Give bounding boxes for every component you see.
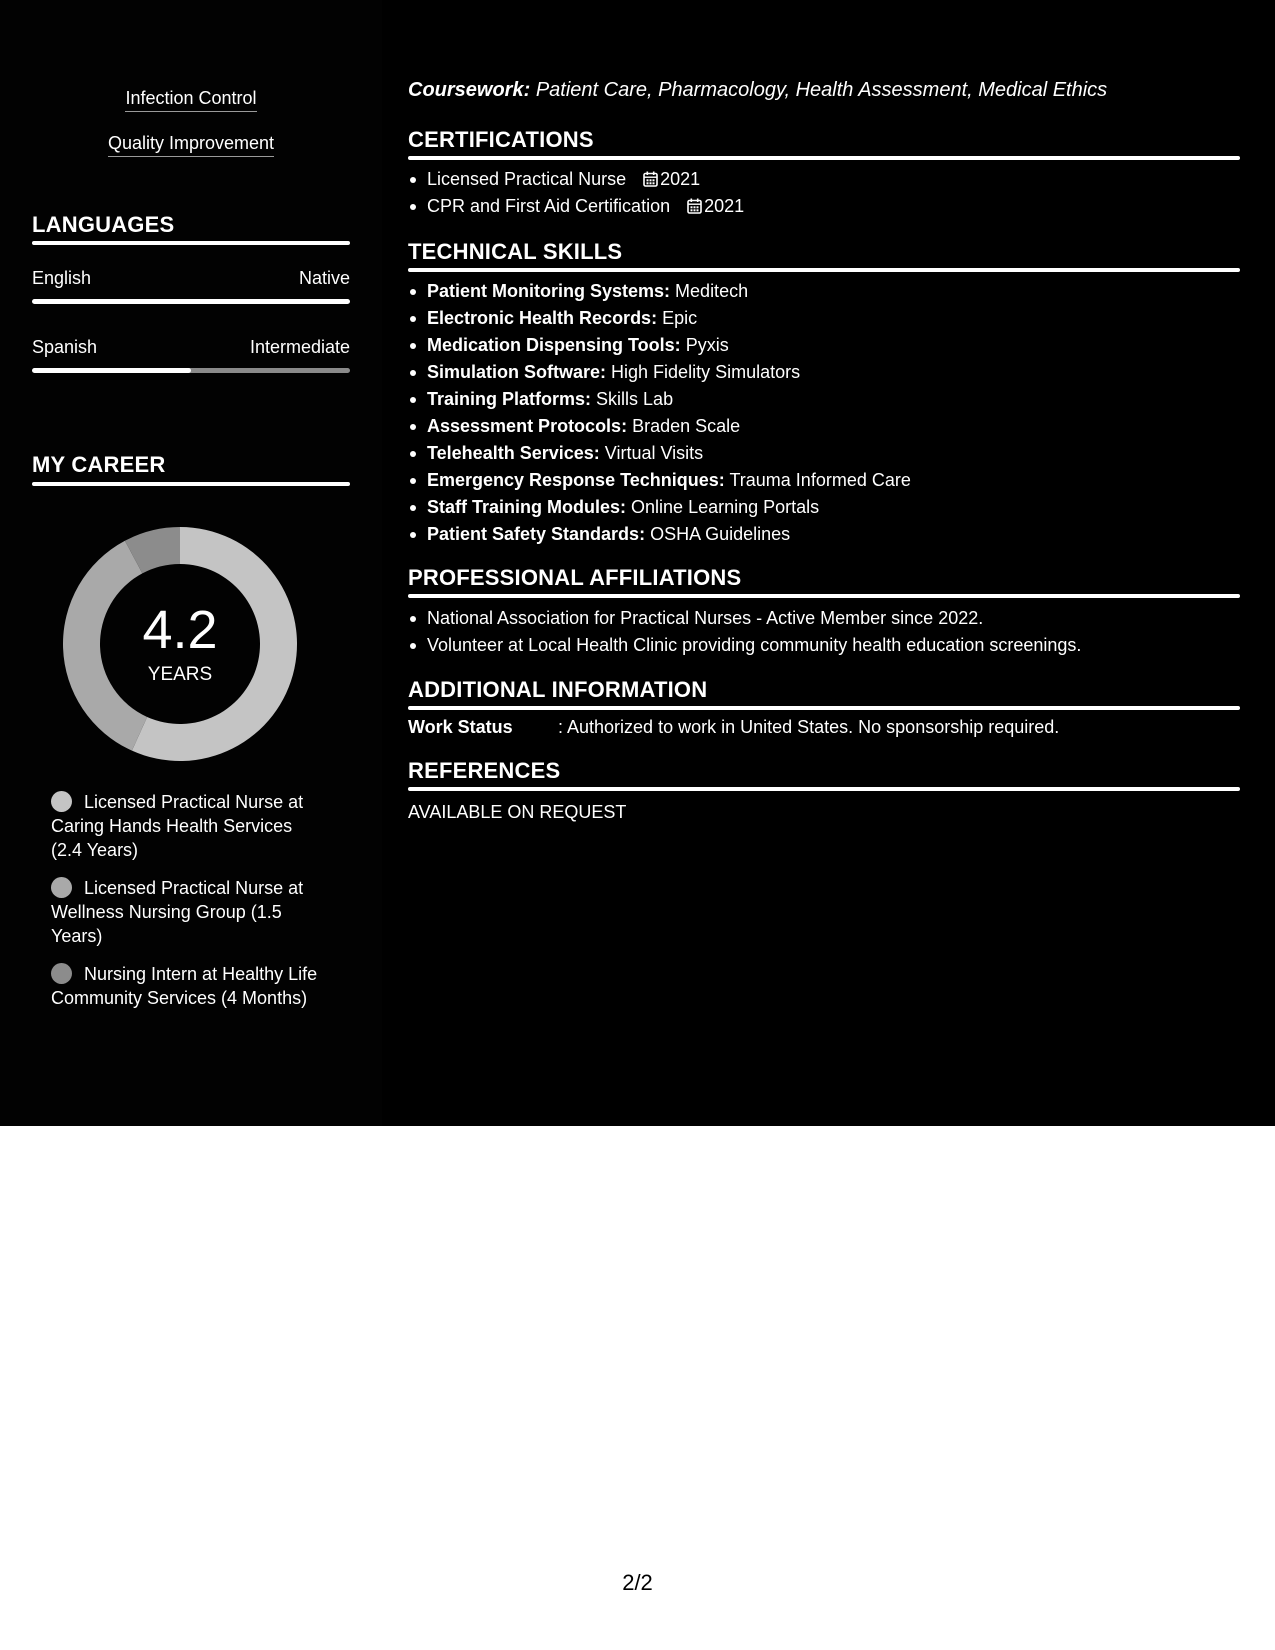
affiliation-item: Volunteer at Local Health Clinic providing community health education screenings. bbox=[408, 632, 1240, 659]
skill-value: High Fidelity Simulators bbox=[611, 362, 801, 382]
calendar-icon bbox=[643, 171, 658, 187]
language-spanish bbox=[32, 337, 350, 358]
skill-category: Staff Training Modules: bbox=[427, 497, 627, 517]
language-name: Spanish bbox=[32, 337, 98, 357]
certification-name: Licensed Practical Nurse bbox=[427, 169, 627, 189]
technical-skill-item bbox=[408, 467, 1240, 494]
career-item bbox=[51, 962, 321, 1010]
additional-info-divider bbox=[408, 706, 1240, 710]
calendar-icon bbox=[687, 198, 702, 214]
skill-value: Meditech bbox=[675, 281, 749, 301]
language-bar-fill bbox=[32, 368, 191, 373]
technical-skill-item bbox=[408, 440, 1240, 467]
technical-skills-divider bbox=[408, 268, 1240, 272]
skill-category: Patient Safety Standards: bbox=[427, 524, 646, 544]
additional-info-heading: ADDITIONAL INFORMATION bbox=[408, 677, 708, 702]
technical-skill-item bbox=[408, 278, 1240, 305]
certification-name: CPR and First Aid Certification bbox=[427, 196, 671, 216]
affiliation-item: National Association for Practical Nurses - Active Member since 2022. bbox=[408, 605, 1240, 632]
language-level: Native bbox=[298, 268, 350, 288]
coursework-line bbox=[408, 79, 1107, 102]
skill-value: Online Learning Portals bbox=[631, 497, 820, 517]
language-english bbox=[32, 268, 350, 289]
technical-skill-item bbox=[408, 332, 1240, 359]
certifications-list bbox=[408, 166, 1240, 220]
technical-skill-item bbox=[408, 386, 1240, 413]
skill-category: Emergency Response Techniques: bbox=[427, 470, 725, 490]
coursework-label: Coursework: bbox=[408, 79, 531, 101]
certification-year: 2021 bbox=[660, 169, 701, 189]
references-divider bbox=[408, 787, 1240, 791]
technical-skill-item bbox=[408, 359, 1240, 386]
languages-heading: LANGUAGES bbox=[32, 212, 175, 237]
career-item-text: Nursing Intern at Healthy Life Community Services (4 Months) bbox=[51, 964, 318, 1008]
career-item bbox=[51, 790, 321, 862]
skill-value: Virtual Visits bbox=[604, 443, 704, 463]
references-heading: REFERENCES bbox=[408, 758, 561, 783]
certification-year: 2021 bbox=[704, 196, 745, 216]
skill-value: Braden Scale bbox=[632, 416, 741, 436]
technical-skills-heading: TECHNICAL SKILLS bbox=[408, 239, 623, 264]
skill-value: Pyxis bbox=[685, 335, 729, 355]
affiliations-list bbox=[408, 605, 1240, 659]
language-name: English bbox=[32, 268, 92, 288]
skill-infection-control bbox=[32, 88, 350, 112]
affiliations-divider bbox=[408, 594, 1240, 598]
skill-category: Assessment Protocols: bbox=[427, 416, 628, 436]
skill-value: Epic bbox=[662, 308, 698, 328]
skill-value: Skills Lab bbox=[596, 389, 674, 409]
skill-value: Trauma Informed Care bbox=[729, 470, 911, 490]
career-heading: MY CAREER bbox=[32, 452, 166, 477]
technical-skill-item bbox=[408, 305, 1240, 332]
page-number: 2/2 bbox=[622, 1570, 653, 1595]
technical-skills-list bbox=[408, 278, 1240, 548]
languages-divider bbox=[32, 241, 350, 245]
sidebar bbox=[0, 0, 382, 1126]
career-bullet-icon bbox=[51, 877, 72, 898]
references-text: AVAILABLE ON REQUEST bbox=[408, 802, 627, 822]
language-english-bar bbox=[32, 299, 350, 304]
coursework-text: Patient Care, Pharmacology, Health Assessment, Medical Ethics bbox=[535, 79, 1108, 101]
skill-category: Telehealth Services: bbox=[427, 443, 600, 463]
skill-label: Infection Control bbox=[125, 88, 256, 112]
certification-item bbox=[408, 166, 1240, 193]
skill-category: Patient Monitoring Systems: bbox=[427, 281, 671, 301]
skill-category: Electronic Health Records: bbox=[427, 308, 658, 328]
language-level: Intermediate bbox=[249, 337, 350, 357]
skill-category: Training Platforms: bbox=[427, 389, 592, 409]
career-total-unit: YEARS bbox=[147, 664, 213, 685]
skill-value: OSHA Guidelines bbox=[650, 524, 791, 544]
work-status-value: : Authorized to work in United States. No sponsorship required. bbox=[558, 717, 1060, 737]
language-bar-fill bbox=[32, 299, 350, 304]
skill-quality-improvement bbox=[32, 133, 350, 157]
skill-label: Quality Improvement bbox=[108, 133, 274, 157]
skill-category: Medication Dispensing Tools: bbox=[427, 335, 681, 355]
technical-skill-item bbox=[408, 413, 1240, 440]
certification-item bbox=[408, 193, 1240, 220]
career-item-text: Licensed Practical Nurse at Wellness Nursing Group (1.5 Years) bbox=[51, 878, 304, 946]
work-status-label: Work Status bbox=[408, 717, 513, 737]
language-spanish-bar bbox=[32, 368, 350, 373]
career-item-text: Licensed Practical Nurse at Caring Hands Health Services (2.4 Years) bbox=[51, 792, 304, 860]
career-item bbox=[51, 876, 321, 948]
career-bullet-icon bbox=[51, 791, 72, 812]
technical-skill-item bbox=[408, 494, 1240, 521]
skill-category: Simulation Software: bbox=[427, 362, 607, 382]
certifications-heading: CERTIFICATIONS bbox=[408, 127, 594, 152]
career-divider bbox=[32, 482, 350, 486]
affiliations-heading: PROFESSIONAL AFFILIATIONS bbox=[408, 565, 742, 590]
certifications-divider bbox=[408, 156, 1240, 160]
career-total-years: 4.2 bbox=[142, 600, 218, 660]
career-bullet-icon bbox=[51, 963, 72, 984]
technical-skill-item bbox=[408, 521, 1240, 548]
